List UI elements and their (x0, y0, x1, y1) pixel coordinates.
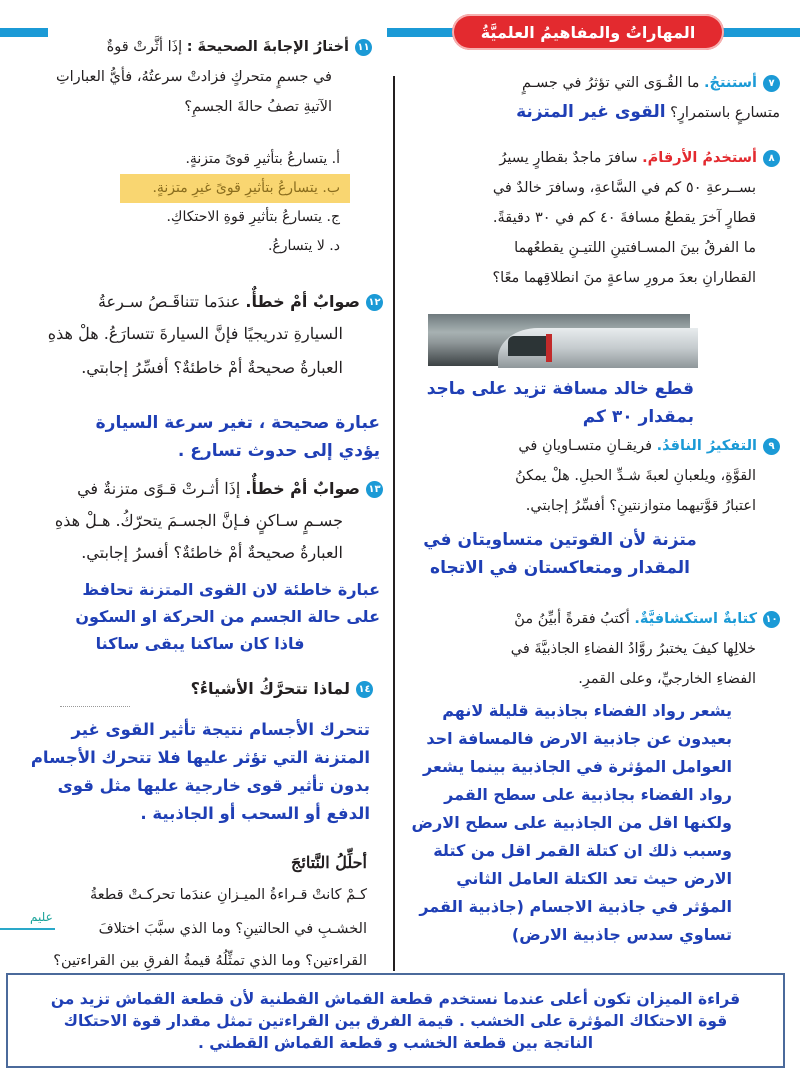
answer-line: المقدار ومتعاكستان في الاتجاه (430, 558, 690, 578)
analyze-text: القراءتين؟ وما الذي تمثِّلُهُ قيمةُ الفرقِ بين القراءتين؟ (53, 953, 367, 969)
question-text: سافرَ ماجدٌ بقطارٍ يسيرُ (499, 150, 638, 166)
question-text: إذَا أثَّرتْ قوةٌ (106, 39, 183, 55)
option-a[interactable]: أ. يتسارعُ بتأثيرِ قوىً متزنةٍ. (185, 151, 340, 167)
question-number-badge: ١٢ (366, 294, 383, 311)
answer-line: عبارة خاطئة لان القوى المتزنة تحافظ (82, 580, 380, 599)
question-13-line-1 (3, 474, 383, 504)
answer-line: الارض حيث تعد الكتلة العامل الثاني (456, 869, 732, 888)
question-text: العبارةُ صحيحةٌ أمْ خاطئةٌ؟ أفسرُ إجابتي. (81, 543, 343, 562)
answer-line: قطع خالد مسافة تزيد على ماجد (426, 379, 694, 399)
question-12 (3, 287, 383, 385)
question-11 (2, 32, 372, 122)
answer-line: تتحرك الأجسام نتيجة تأثير القوى غير (71, 720, 370, 739)
question-text: القوَّةِ، ويلعبانِ لعبةَ شـدِّ الحبلِ. هلْ يمكنُ (515, 468, 756, 484)
question-text: ما الفرقُ بينَ المسـافتينِ اللتيـنِ يقطعُهما (514, 240, 756, 256)
question-text: أكتبُ فقرةً أبيِّنُ منْ (514, 611, 630, 627)
answer-line: المتزنة التي تؤثر عليها فلا تتحرك الأجسام (30, 748, 370, 767)
answer-text: القوى غير المتزنة (516, 102, 666, 122)
column-divider (393, 76, 395, 971)
analyze-heading: أحلِّلُ النَّتائجَ (291, 853, 367, 872)
question-10-answer (400, 697, 732, 949)
question-11-line-1 (2, 32, 372, 62)
question-text: في جسمٍ متحركٍ فزادتْ سرعتُهُ، فأيُّ العباراتِ (56, 69, 332, 85)
question-text: قطارٍ آخرَ يقطعُ مسافةَ ٤٠ كم في ٣٠ دقيقةً. (492, 210, 756, 226)
question-7-line-1 (410, 68, 780, 98)
question-text: العبارةُ صحيحةٌ أمْ خاطئةٌ؟ أفسِّرُ إجابتي. (81, 358, 343, 377)
train-photo (428, 314, 690, 366)
option-c[interactable]: ج. يتسارعُ بتأثيرِ قوةِ الاحتكاكِ. (166, 209, 340, 225)
question-number-badge: ٧ (763, 75, 780, 92)
question-text: عندَما تتناقَـصُ سـرعةُ (97, 292, 241, 311)
question-number-badge: ١٤ (356, 681, 373, 698)
question-keyword: أستخدمُ الأرقامَ. (642, 150, 757, 166)
analyze-text: كـمْ كانتْ قـراءةُ الميـزانِ عندَما تحركـتْ قطعةُ (89, 887, 367, 903)
answer-line: رواد الفضاء بجاذبية على سطح القمر (444, 785, 732, 804)
answer-line: متزنة لأن القوتين متساويتان في (423, 530, 697, 550)
question-number-badge: ٨ (763, 150, 780, 167)
answer-line: ولكنها اقل من الجاذبية على سطح الارض (411, 813, 732, 832)
question-text: بســرعةِ ٥٠ كم في السَّاعةِ، وسافرَ خالدٌ في (492, 180, 756, 196)
question-9-answer (420, 526, 700, 582)
question-keyword: صوابٌ أمْ خطأٌ. (245, 292, 360, 311)
section-title: المهاراتُ والمفاهيمُ العلميَّةُ (452, 14, 724, 50)
answer-line: قوة الاحتكاك المؤثرة على الخشب . قيمة الفرق بين القراءتين تمثل مقدار قوة الاحتكاك (63, 1011, 728, 1030)
answer-line: بمقدار ٣٠ كم (582, 407, 694, 427)
question-8-answer (414, 375, 694, 431)
question-text: الفضاءِ الخارجيِّ، وعلى القمرِ. (578, 671, 756, 687)
question-number-badge: ١٠ (763, 611, 780, 628)
question-text: الآتيةِ تصفُ حالةَ الجسمِ؟ (184, 99, 332, 115)
answer-line: فاذا كان ساكنا يبقى ساكنا (95, 634, 305, 653)
question-10 (410, 604, 780, 694)
question-keyword: كتابةٌ استكشافيَّةٌ. (634, 611, 757, 627)
question-14-answer (30, 716, 370, 828)
answer-line: الدفع أو السحب أو الجاذبية . (140, 804, 370, 823)
answer-line: على حالة الجسم من الحركة او السكون (75, 607, 380, 626)
question-text: خلالِها كيفَ يختبرُ روَّادُ الفضاءِ الجاذبيَّةَ في (510, 641, 756, 657)
question-number-badge: ١١ (355, 39, 372, 56)
question-keyword: أختارُ الإجابةَ الصحيحةَ : (186, 39, 349, 55)
question-keyword: صوابٌ أمْ خطأٌ. (245, 479, 360, 498)
question-text: فريقـانِ متسـاويانِ في (518, 438, 653, 454)
analyze-text: الخشـبِ في الحالتينِ؟ وما الذي سبَّبَ اختلافَ (98, 921, 367, 937)
answer-line: بدون تأثير قوى خارجية عليها مثل قوى (57, 776, 370, 795)
question-title: لماذا تتحرَّكُ الأشياءُ؟ (190, 679, 350, 698)
bottom-answer-box (6, 973, 785, 1068)
question-7-line-2 (410, 98, 780, 128)
question-keyword: التفكيرُ الناقدُ. (656, 438, 757, 454)
question-keyword: أستنتجُ. (704, 75, 757, 91)
question-number-badge: ٩ (763, 438, 780, 455)
answer-line: قراءة الميزان تكون أعلى عندما نستخدم قطعة القماش القطنية لأن قطعة القماش تزيد من (50, 989, 741, 1008)
question-14 (3, 674, 373, 704)
dotted-rule (60, 706, 130, 707)
question-number-badge: ١٣ (366, 481, 383, 498)
answer-line: المؤثر في جاذبية الاجسام (جاذبية القمر (419, 897, 732, 916)
option-b-selected[interactable]: ب. يتسارعُ بتأثيرِ قوىً غيرِ متزنةٍ. (120, 174, 350, 203)
answer-line: الناتجة بين قطعة الخشب و قطعة القماش القطني . (197, 1033, 594, 1052)
watermark-rule (0, 928, 55, 930)
question-text: القطارانِ بعدَ مرورِ ساعةٍ منَ انطلاقِهما معًا؟ (492, 270, 756, 286)
watermark-logo: عليم (30, 910, 53, 924)
answer-line: عبارة صحيحة ، تغير سرعة السيارة (95, 413, 380, 433)
question-14-title (3, 674, 373, 704)
question-text: ما القُـوَى التي تؤثرُ في جسـمٍ (522, 75, 700, 91)
question-text: متسارعٍ باستمرارٍ؟ (670, 105, 780, 121)
answer-line: تساوي سدس جاذبية الارض) (511, 925, 732, 944)
header-rule-right (722, 28, 800, 37)
question-8-line-1 (410, 143, 780, 173)
answer-line: العوامل المؤثرة في الجاذبية بينما يشعر (423, 757, 732, 776)
question-9-line-1 (410, 431, 780, 461)
question-text: إذَا أثـرتْ قـوًى متزنةٌ في (77, 479, 241, 498)
question-9 (410, 431, 780, 521)
option-d[interactable]: د. لا يتسارعُ. (267, 238, 340, 254)
answer-line: يشعر رواد الفضاء بجاذبية قليلة لانهم (442, 701, 732, 720)
question-8 (410, 143, 780, 293)
question-13-answer (20, 576, 380, 657)
analyze-results (37, 848, 367, 969)
question-text: جسـمٍ سـاكنٍ فـإنَّ الجسـمَ يتحرّكُ. هـلْ هذهِ (54, 511, 343, 530)
train-window (508, 336, 548, 356)
question-10-line-1 (410, 604, 780, 634)
question-7 (410, 68, 780, 128)
question-text: اعتبارُ قوَّتيهما متوازنتينِ؟ أفسِّرُ إجابتي. (525, 498, 756, 514)
answer-line: بعيدون عن جاذبية الارض فالمسافة احد (426, 729, 732, 748)
question-11-options (120, 145, 350, 261)
question-12-line-1 (3, 287, 383, 317)
answer-line: يؤدي إلى حدوث تسارع . (177, 441, 380, 461)
question-12-answer (40, 409, 380, 465)
train-light (546, 334, 552, 362)
header-rule-mid (387, 28, 453, 37)
question-text: السيارةِ تدريجيًا فإنَّ السيارةَ تتسارَعُ. هلْ هذهِ (47, 324, 343, 343)
question-13 (3, 474, 383, 568)
answer-line: وسبب ذلك ان كتلة القمر اقل من كتلة (433, 841, 732, 860)
